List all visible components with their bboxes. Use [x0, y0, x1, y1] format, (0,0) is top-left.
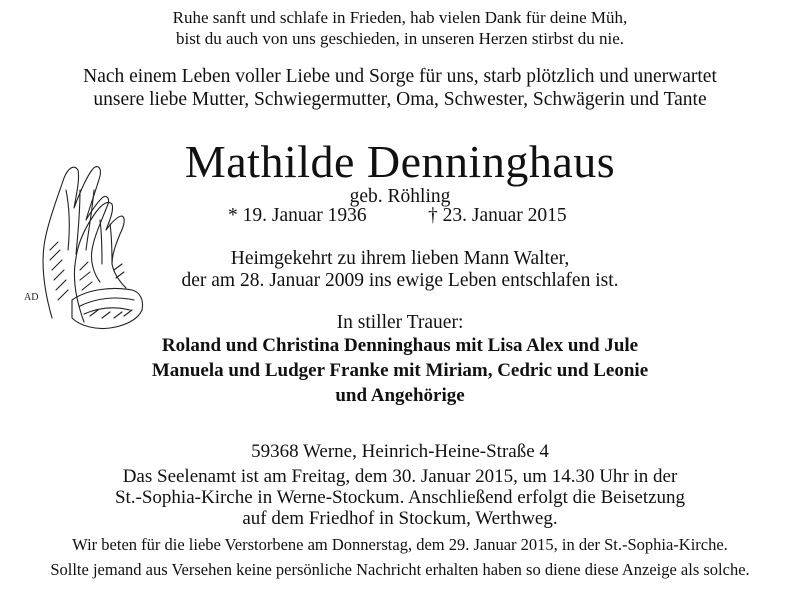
mourners-line-1: Roland und Christina Denninghaus mit Lisa Alex und Jule: [161, 335, 639, 356]
service-line-2: St.-Sophia-Kirche in Werne-Stockum. Anschließend erfolgt die Beisetzung: [114, 487, 686, 508]
service-line-1: Das Seelenamt ist am Freitag, dem 30. Januar 2015, um 14.30 Uhr in der: [122, 466, 678, 487]
husband-note-line-2: der am 28. Januar 2009 ins ewige Leben entschlafen ist.: [181, 270, 619, 291]
mourners-line-3: und Angehörige: [335, 385, 465, 406]
husband-note-line-1: Heimgekehrt zu ihrem lieben Mann Walter,: [230, 248, 570, 269]
intro-line-2: unsere liebe Mutter, Schwiegermutter, Oma, Schwester, Schwägerin und Tante: [93, 89, 707, 110]
address: 59368 Werne, Heinrich-Heine-Straße 4: [251, 441, 549, 462]
death-date: † 23. Januar 2015: [428, 205, 567, 226]
birth-date: * 19. Januar 1936: [228, 205, 367, 226]
service-line-3: auf dem Friedhof in Stockum, Werthweg.: [242, 508, 558, 529]
verse-line-1: Ruhe sanft und schlafe in Frieden, hab vielen Dank für deine Müh,: [172, 8, 628, 27]
mourners-heading: In stiller Trauer:: [336, 312, 464, 333]
verse-line-2: bist du auch von uns geschieden, in unseren Herzen stirbst du nie.: [175, 29, 625, 48]
deceased-name: Mathilde Denninghaus: [184, 136, 616, 187]
birth-name: geb. Röhling: [349, 186, 451, 207]
intro-line-1: Nach einem Leben voller Liebe und Sorge für uns, starb plötzlich und unerwartet: [83, 66, 717, 87]
mourners-line-2: Manuela und Ludger Franke mit Miriam, Cedric und Leonie: [151, 360, 649, 381]
personal-notice: Sollte jemand aus Versehen keine persönliche Nachricht erhalten haben so diene diese Anzeige als solche.: [50, 560, 750, 579]
monogram: AD: [24, 292, 39, 303]
prayer-note: Wir beten für die liebe Verstorbene am Donnerstag, dem 29. Januar 2015, in der St.-Sophia-Kirche.: [72, 535, 728, 554]
